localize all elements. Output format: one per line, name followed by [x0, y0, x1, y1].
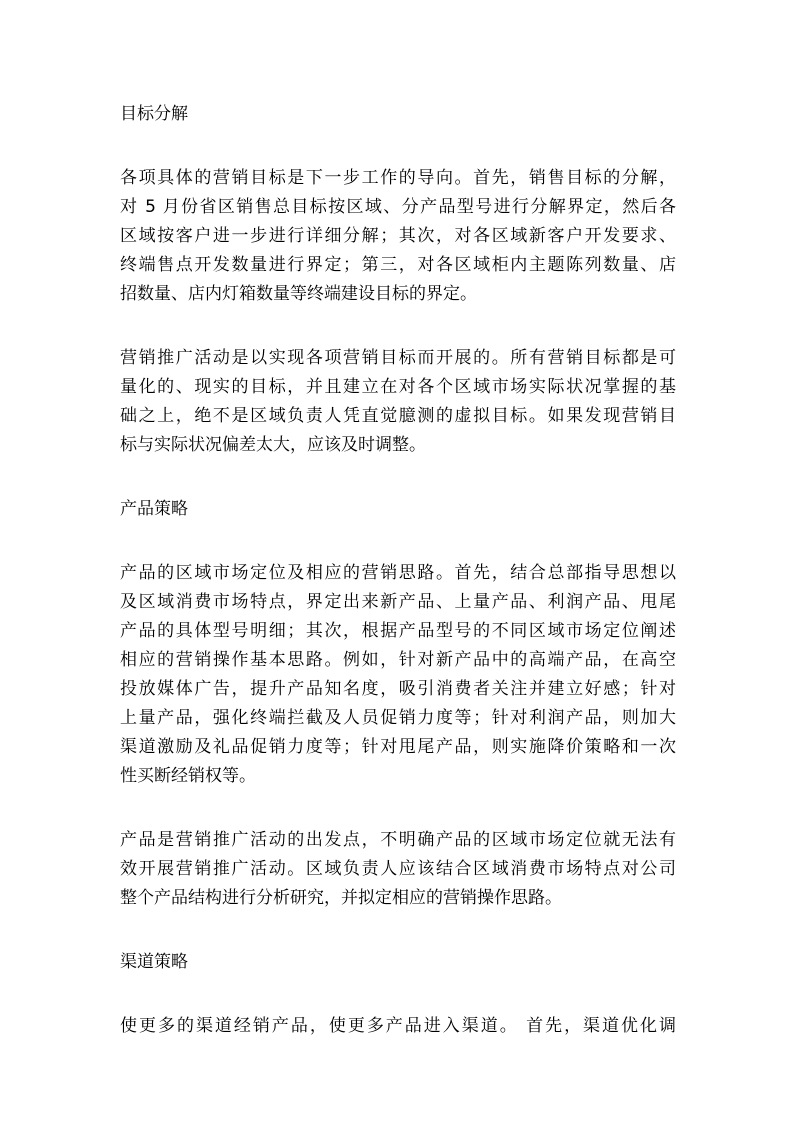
- text-line: 产品的具体型号明细；其次，根据产品型号的不同区域市场定位阐述: [120, 621, 676, 641]
- text-line: 性买断经销权等。: [120, 766, 256, 786]
- text-line: 产品的区域市场定位及相应的营销思路。首先，结合总部指导思想以: [120, 563, 676, 583]
- text-line: 招数量、店内灯箱数量等终端建设目标的界定。: [120, 284, 477, 304]
- paragraph: [120, 826, 676, 913]
- text-line: 效开展营销推广活动。区域负责人应该结合区域消费市场特点对公司: [120, 859, 676, 879]
- document-body: [120, 100, 676, 1076]
- paragraph: [120, 1012, 676, 1041]
- paragraph: [120, 164, 676, 309]
- text-line: 终端售点开发数量进行界定；第三，对各区域柜内主题陈列数量、店: [120, 255, 676, 275]
- text-line: 渠道激励及礼品促销力度等；针对甩尾产品，则实施降价策略和一次: [120, 737, 676, 757]
- text-line: 各项具体的营销目标是下一步工作的导向。首先，销售目标的分解，: [120, 168, 676, 188]
- text-line: 上量产品，强化终端拦截及人员促销力度等；针对利润产品，则加大: [120, 708, 676, 728]
- text-line: 使更多的渠道经销产品，使更多产品进入渠道。 首先，渠道优化调: [120, 1016, 676, 1036]
- paragraph: [120, 344, 676, 460]
- text-line: 投放媒体广告，提升产品知名度，吸引消费者关注并建立好感；针对: [120, 679, 676, 699]
- text-line: 营销推广活动是以实现各项营销目标而开展的。所有营销目标都是可: [120, 348, 676, 368]
- text-line: 相应的营销操作基本思路。例如，针对新产品中的高端产品，在高空: [120, 650, 676, 670]
- text-line: 础之上，绝不是区域负责人凭直觉臆测的虚拟目标。如果发现营销目: [120, 406, 676, 426]
- text-line: 量化的、现实的目标，并且建立在对各个区域市场实际状况掌握的基: [120, 377, 676, 397]
- text-line: 整个产品结构进行分析研究，并拟定相应的营销操作思路。: [120, 888, 562, 908]
- section-heading-channel-strategy: 渠道策略: [120, 952, 188, 972]
- section-heading-goal-breakdown: 目标分解: [120, 104, 188, 124]
- section-heading-product-strategy: 产品策略: [120, 499, 188, 519]
- text-line: 产品是营销推广活动的出发点，不明确产品的区域市场定位就无法有: [120, 830, 676, 850]
- text-line: 对 5 月份省区销售总目标按区域、分产品型号进行分解界定，然后各: [120, 197, 676, 217]
- text-line: 区域按客户进一步进行详细分解；其次，对各区域新客户开发要求、: [120, 226, 676, 246]
- text-line: 标与实际状况偏差太大，应该及时调整。: [120, 435, 426, 455]
- text-line: 及区域消费市场特点，界定出来新产品、上量产品、利润产品、甩尾: [120, 592, 676, 612]
- paragraph: [120, 559, 676, 791]
